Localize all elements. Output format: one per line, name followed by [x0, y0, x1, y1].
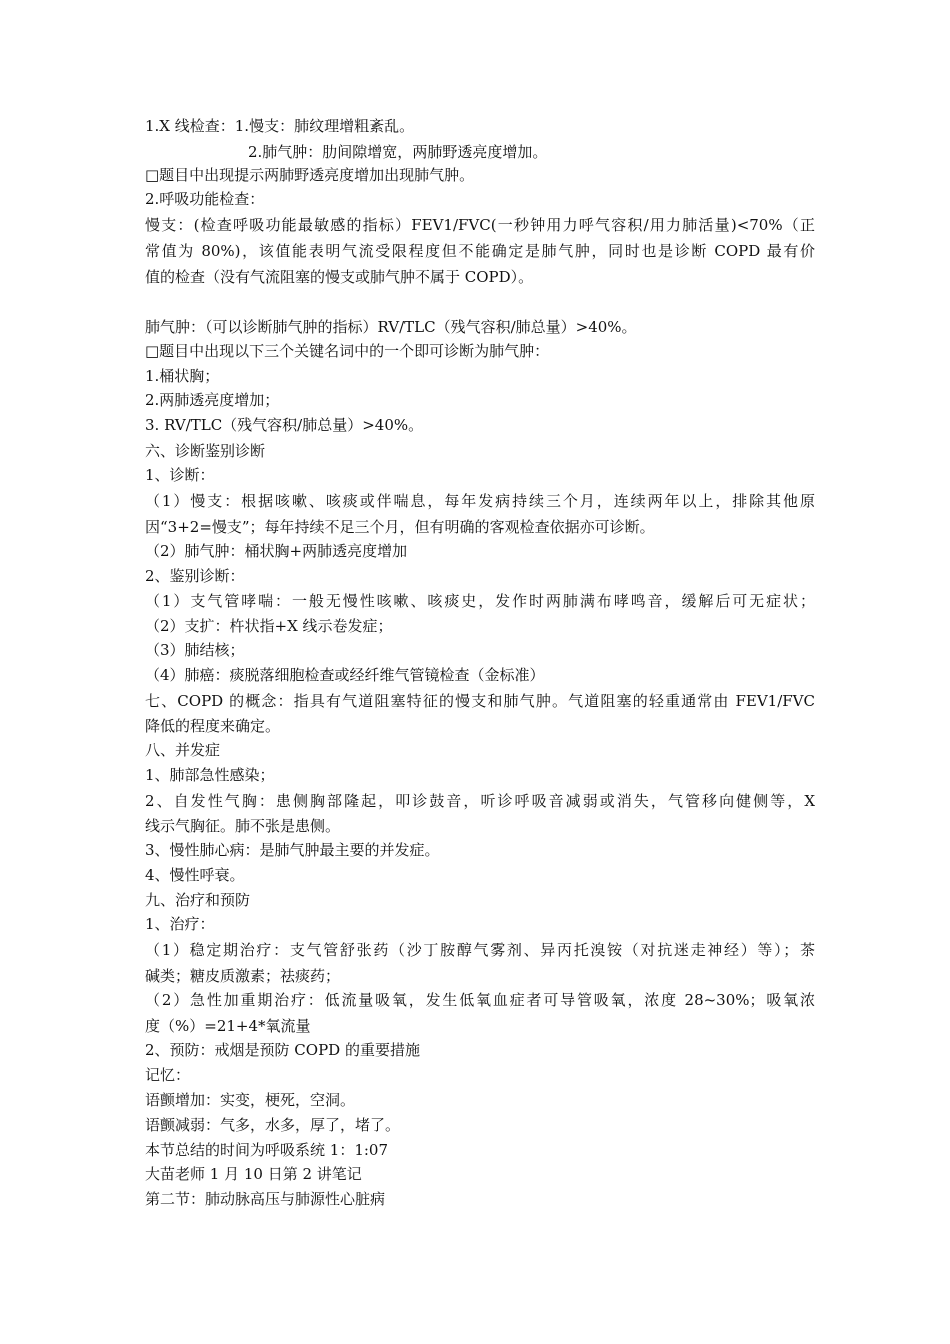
text-line: （1）稳定期治疗：支气管舒张药（沙丁胺醇气雾剂、异丙托溴铵（对抗迷走神经）等）；茶	[145, 941, 815, 959]
text-line: 八、并发症	[145, 741, 221, 759]
text-line: 碱类；糖皮质激素；祛痰药；	[145, 967, 341, 985]
text-line: 1、诊断：	[145, 466, 215, 484]
text-line: 第二节：肺动脉高压与肺源性心脏病	[145, 1190, 386, 1208]
text-line: 降低的程度来确定。	[145, 717, 281, 735]
text-line: 2.呼吸功能检查：	[145, 190, 265, 208]
text-line: 七、COPD 的概念：指具有气道阻塞特征的慢支和肺气肿。气道阻塞的轻重通常由 FEV1/FVC	[145, 692, 815, 710]
text-line: 1.X 线检查：1.慢支：肺纹理增粗紊乱。	[145, 117, 415, 135]
text-line: 2、鉴别诊断：	[145, 567, 245, 585]
text-line: 2.肺气肿：肋间隙增宽，两肺野透亮度增加。	[248, 143, 548, 161]
text-line: 语颤增加：实变，梗死，空洞。	[145, 1091, 356, 1109]
text-line: （2）肺气肿：桶状胸+两肺透亮度增加	[145, 542, 408, 560]
text-line: 值的检查（没有气流阻塞的慢支或肺气肿不属于 COPD）。	[145, 268, 534, 286]
text-line: 线示气胸征。肺不张是患侧。	[145, 817, 341, 835]
text-line: （1）支气管哮喘：一般无慢性咳嗽、咳痰史，发作时两肺满布哮鸣音，缓解后可无症状；	[145, 592, 815, 610]
text-line: 1、治疗：	[145, 915, 215, 933]
text-line: 本节总结的时间为呼吸系统 1：1:07	[145, 1141, 388, 1159]
text-line: □题目中出现提示两肺野透亮度增加出现肺气肿。	[145, 166, 475, 184]
text-line: 语颤减弱：气多，水多，厚了，堵了。	[145, 1116, 401, 1134]
text-line: （1）慢支：根据咳嗽、咳痰或伴喘息，每年发病持续三个月，连续两年以上，排除其他原	[145, 492, 815, 510]
text-line: 2.两肺透亮度增加；	[145, 391, 280, 409]
text-line: □题目中出现以下三个关键名词中的一个即可诊断为肺气肿：	[145, 342, 550, 360]
text-line: 大苗老师 1 月 10 日第 2 讲笔记	[145, 1165, 362, 1183]
text-line: 1.桶状胸；	[145, 367, 220, 385]
text-line: 3. RV/TLC（残气容积/肺总量）>40%。	[145, 416, 424, 434]
text-line: 2、预防：戒烟是预防 COPD 的重要措施	[145, 1041, 420, 1059]
text-line: 度（%）=21+4*氧流量	[145, 1017, 311, 1035]
text-line: （2）支扩：杵状指+X 线示卷发症；	[145, 617, 393, 635]
text-line: 慢支：(检查呼吸功能最敏感的指标）FEV1/FVC(一秒钟用力呼气容积/用力肺活量)<70%（正	[145, 216, 815, 234]
text-line: 六、诊断鉴别诊断	[145, 442, 266, 460]
text-line: 记忆：	[145, 1066, 191, 1084]
text-line: （2）急性加重期治疗：低流量吸氧，发生低氧血症者可导管吸氧，浓度 28~30%；吸氧浓	[145, 991, 815, 1009]
text-line: （3）肺结核；	[145, 641, 245, 659]
text-line: （4）肺癌：痰脱落细胞检查或经纤维气管镜检查（金标准）	[145, 666, 545, 684]
text-line: 九、治疗和预防	[145, 891, 251, 909]
text-line: 肺气肿：（可以诊断肺气肿的指标）RV/TLC（残气容积/肺总量）>40%。	[145, 318, 637, 336]
text-line: 4、慢性呼衰。	[145, 866, 245, 884]
text-line: 常值为 80%)，该值能表明气流受限程度但不能确定是肺气肿，同时也是诊断 COPD 最有价	[145, 242, 815, 260]
text-line: 3、慢性肺心病：是肺气肿最主要的并发症。	[145, 841, 440, 859]
text-line: 因“3+2=慢支”；每年持续不足三个月，但有明确的客观检查依据亦可诊断。	[145, 518, 655, 536]
text-line: 1、肺部急性感染；	[145, 766, 275, 784]
text-line: 2、自发性气胸：患侧胸部隆起，叩诊鼓音，听诊呼吸音减弱或消失，气管移向健侧等，X	[145, 792, 815, 810]
